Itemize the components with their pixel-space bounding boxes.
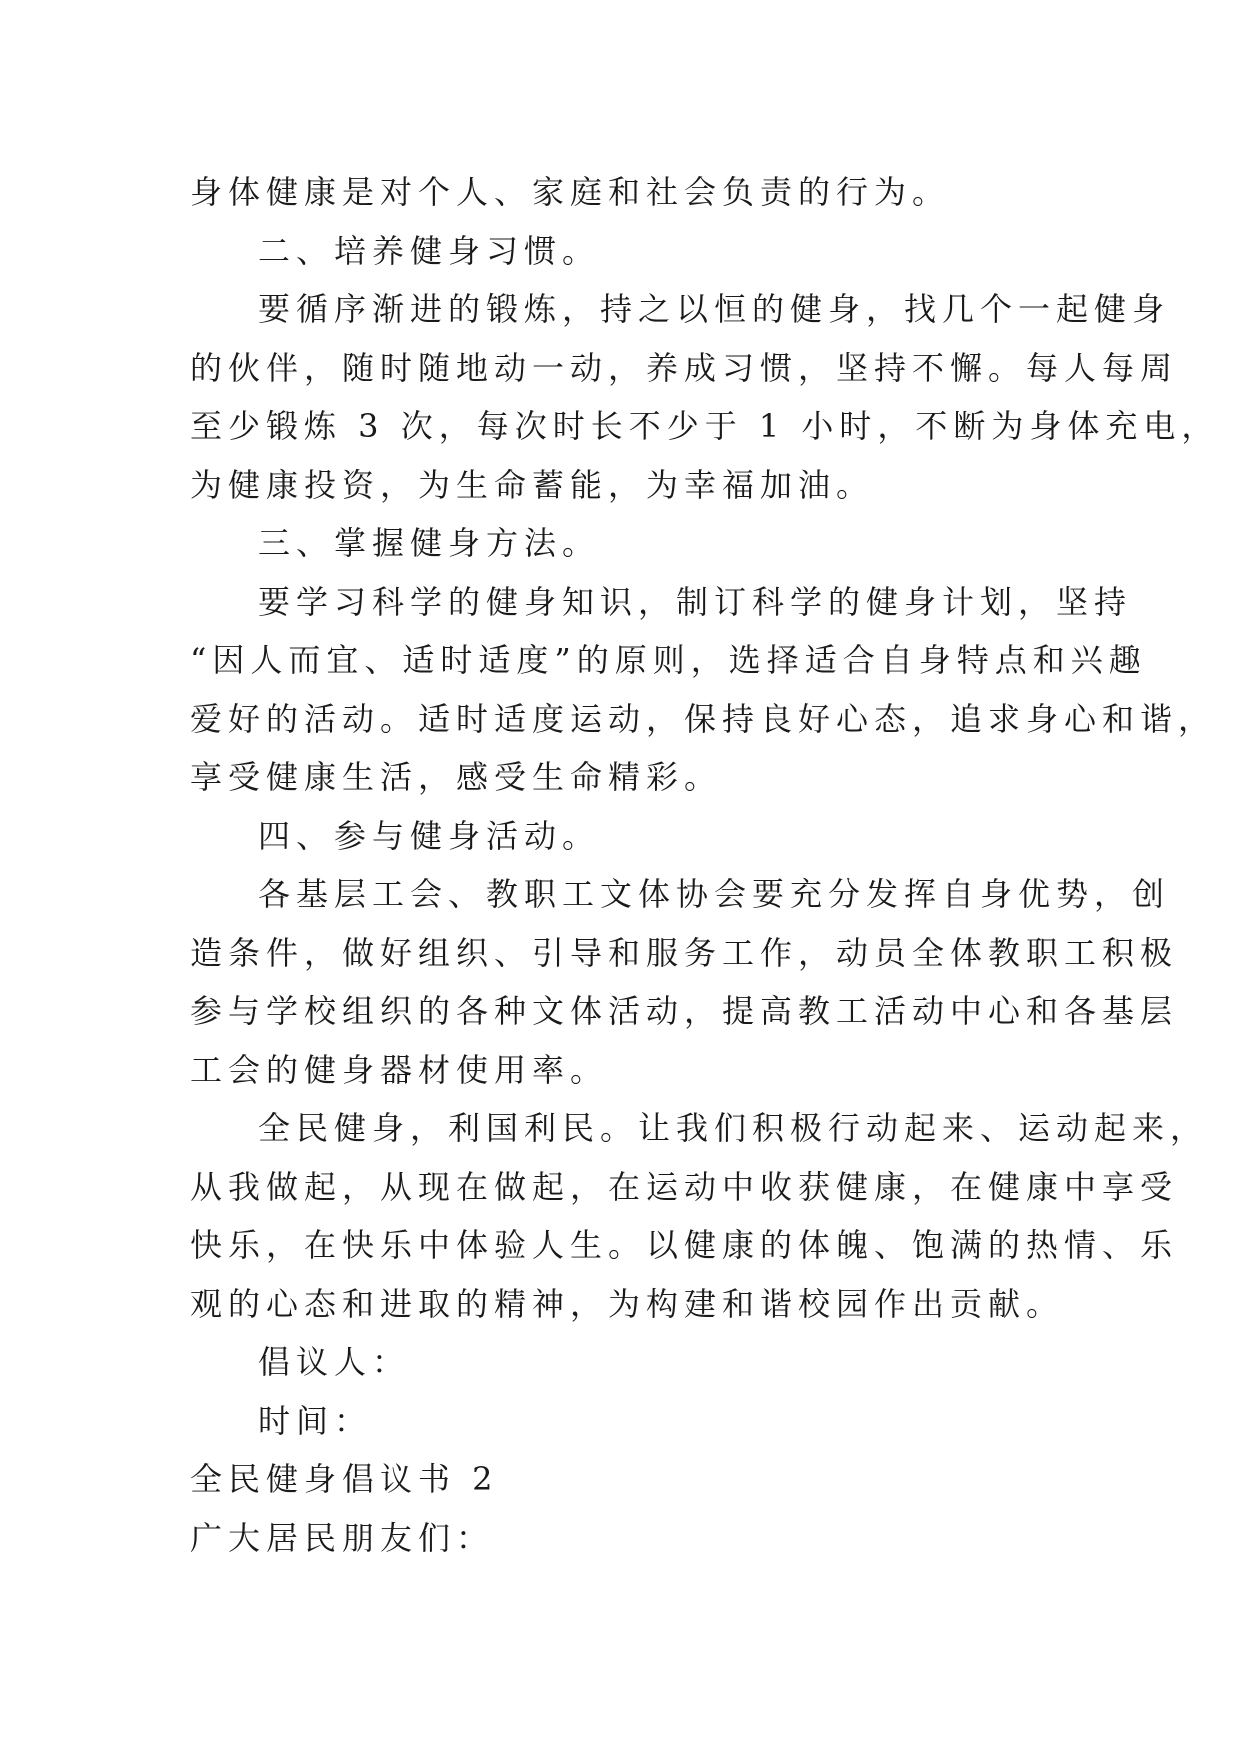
paragraph-line: 各基层工会、教职工文体协会要充分发挥自身优势，创 <box>258 875 1171 913</box>
paragraph-line: 为健康投资，为生命蓄能，为幸福加油。 <box>190 465 875 504</box>
paragraph-line: 爱好的活动。适时适度运动，保持良好心态，追求身心和谐， <box>190 699 1217 738</box>
paragraph-line: 造条件，做好组织、引导和服务工作，动员全体教职工积极 <box>190 933 1179 972</box>
paragraph-line: 观的心态和进取的精神，为构建和谐校园作出贡献。 <box>190 1284 1065 1323</box>
signatory-label: 倡议人： <box>258 1343 411 1381</box>
document-title: 全民健身倡议书 2 <box>190 1460 499 1498</box>
paragraph-line: 快乐，在快乐中体验人生。以健康的体魄、饱满的热情、乐 <box>190 1226 1179 1264</box>
section-heading-4: 四、参与健身活动。 <box>258 816 601 855</box>
section-heading-2: 二、培养健身习惯。 <box>258 231 601 270</box>
paragraph-line: 要学习科学的健身知识，制订科学的健身计划，坚持 <box>258 582 1133 621</box>
section-heading-3: 三、掌握健身方法。 <box>258 524 601 562</box>
paragraph-line: 要循序渐进的锻炼，持之以恒的健身，找几个一起健身 <box>258 290 1171 328</box>
paragraph-line: 从我做起，从现在做起，在运动中收获健康，在健康中享受 <box>190 1167 1179 1206</box>
paragraph-line: 参与学校组织的各种文体活动，提高教工活动中心和各基层 <box>190 992 1179 1030</box>
paragraph-line: 工会的健身器材使用率。 <box>190 1050 609 1089</box>
paragraph-line: 全民健身，利国利民。让我们积极行动起来、运动起来， <box>258 1109 1209 1147</box>
paragraph-line: 的伙伴，随时随地动一动，养成习惯，坚持不懈。每人每周 <box>190 348 1179 387</box>
date-label: 时间： <box>258 1401 373 1440</box>
paragraph-line: 身体健康是对个人、家庭和社会负责的行为。 <box>190 173 951 211</box>
paragraph-line: “因人而宜、适时适度”的原则，选择适合自身特点和兴趣 <box>190 641 1147 679</box>
salutation: 广大居民朋友们： <box>190 1518 495 1557</box>
document-body <box>190 163 1220 1567</box>
paragraph-line: 享受健康生活，感受生命精彩。 <box>190 758 723 796</box>
paragraph-line: 至少锻炼 3 次，每次时长不少于 1 小时，不断为身体充电， <box>190 407 1220 445</box>
